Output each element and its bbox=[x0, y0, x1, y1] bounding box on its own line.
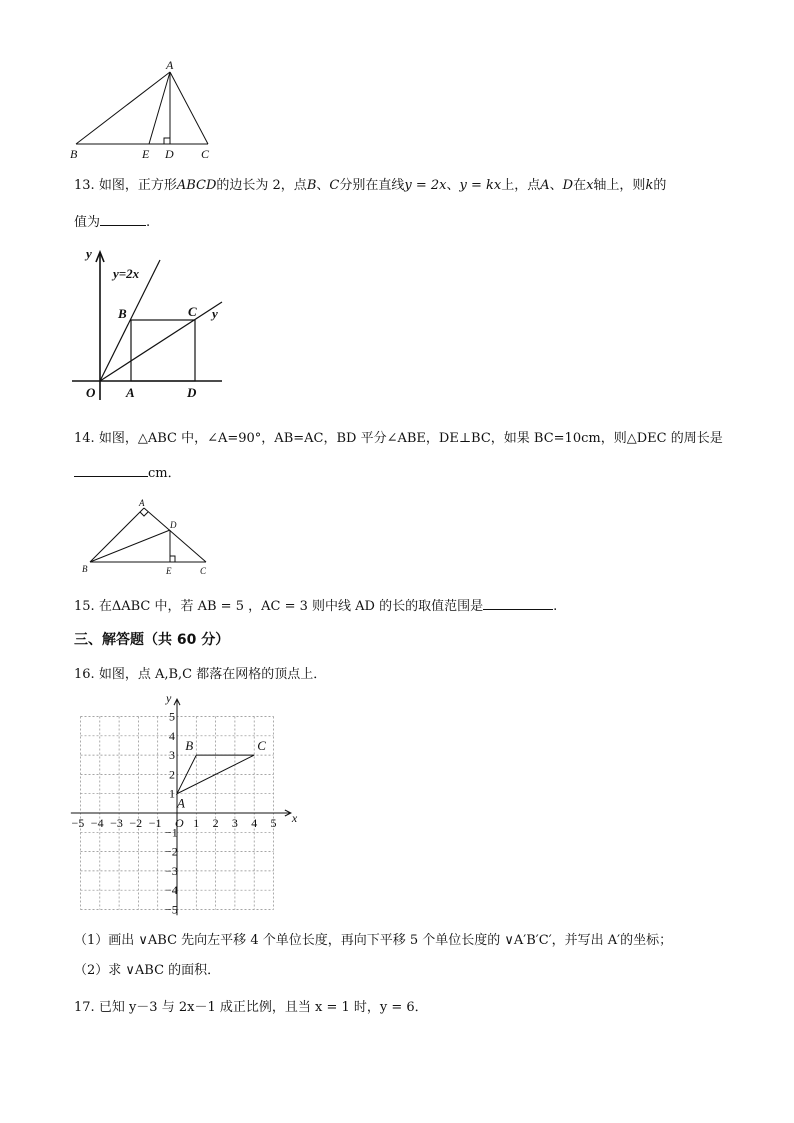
label-B: B bbox=[118, 306, 127, 321]
label-A: A bbox=[166, 58, 174, 72]
label-C: C bbox=[188, 304, 197, 319]
question-14: 14. 如图，△ABC 中，∠A=90°，AB=AC，BD 平分∠ABE，DE⊥BC，如果 BC=10cm，则△DEC 的周长是 bbox=[74, 431, 723, 446]
figure-grid-q16 bbox=[70, 692, 310, 920]
label-C: C bbox=[200, 566, 207, 576]
question-16-part2: （2）求 ∨ABC 的面积． bbox=[74, 963, 221, 978]
question-number: 14. bbox=[74, 431, 95, 446]
segment-bd bbox=[90, 530, 170, 562]
origin-label: O bbox=[175, 816, 184, 830]
x-tick-label: 5 bbox=[270, 816, 277, 830]
label-C: C bbox=[201, 147, 210, 161]
y-tick-label: −5 bbox=[165, 902, 178, 917]
y-tick-label: 2 bbox=[169, 767, 175, 782]
answer-blank[interactable] bbox=[483, 597, 553, 610]
x-tick-label: −2 bbox=[129, 816, 143, 830]
y-tick-label: −4 bbox=[165, 883, 178, 898]
x-tick-label: −4 bbox=[90, 816, 104, 830]
question-number: 17. bbox=[74, 1000, 95, 1015]
label-D: D bbox=[165, 147, 174, 161]
right-angle-mark bbox=[164, 138, 170, 144]
label-B: B bbox=[82, 564, 88, 574]
segment-ab bbox=[76, 72, 170, 144]
label-A: A bbox=[139, 498, 145, 508]
x-tick-label: −5 bbox=[71, 816, 85, 830]
question-16-part1: （1）画出 ∨ABC 先向左平移 4 个单位长度，再向下平移 5 个单位长度的 ∨A′B′C′，并写出 A′的坐标； bbox=[74, 933, 673, 948]
segment-ae bbox=[149, 72, 170, 144]
x-tick-label: 3 bbox=[231, 816, 238, 830]
section-title: 三、解答题（共 60 分） bbox=[74, 632, 230, 648]
segment-ab bbox=[90, 508, 144, 562]
figure-triangle-q12 bbox=[60, 58, 230, 168]
x-tick-label: −3 bbox=[110, 816, 123, 830]
x-tick-label: 4 bbox=[251, 816, 258, 830]
point-label-B: B bbox=[185, 738, 194, 754]
label-line-y: y bbox=[212, 306, 218, 321]
question-17: 17. 已知 y－3 与 2x－1 成正比例，且当 x = 1 时，y = 6． bbox=[74, 1000, 428, 1015]
label-y-axis: y bbox=[86, 246, 92, 261]
label-B: B bbox=[70, 147, 78, 161]
y-tick-label: −3 bbox=[165, 863, 178, 878]
x-axis-label: x bbox=[291, 811, 298, 825]
y-tick-label: 1 bbox=[169, 786, 175, 801]
y-tick-label: −1 bbox=[165, 825, 178, 840]
label-O: O bbox=[86, 385, 96, 400]
answer-blank[interactable] bbox=[100, 213, 146, 226]
y-tick-label: 5 bbox=[169, 709, 175, 724]
question-15: 15. 在ΔABC 中，若 AB = 5 ，AC = 3 则中线 AD 的长的取值范围是 . bbox=[74, 599, 558, 614]
y-tick-label: 3 bbox=[169, 748, 175, 763]
right-angle-mark-e bbox=[170, 556, 175, 562]
question-16: 16. 如图，点 A,B,C 都落在网格的顶点上． bbox=[74, 667, 327, 682]
point-label-A: A bbox=[177, 795, 185, 811]
segment-ac bbox=[144, 508, 206, 562]
question-14-line2: cm． bbox=[74, 464, 181, 483]
label-D: D bbox=[187, 385, 197, 400]
label-D: D bbox=[170, 520, 177, 530]
question-13: 13. 如图，正方形ABCD的边长为 2，点B、C分别在直线y = 2x、y = kx上，点A、D在x轴上，则k的 bbox=[74, 178, 667, 193]
square-abcd bbox=[131, 320, 195, 381]
point-label-C: C bbox=[257, 738, 266, 754]
y-tick-label: 4 bbox=[169, 728, 175, 743]
question-number: 13. bbox=[74, 178, 95, 193]
label-line-y-2x: y=2x bbox=[113, 266, 140, 281]
label-E: E bbox=[142, 147, 150, 161]
y-axis-label: y bbox=[166, 692, 172, 706]
y-tick-label: −2 bbox=[165, 844, 178, 859]
question-number: 15. bbox=[74, 599, 95, 614]
figure-triangle-q14 bbox=[78, 496, 218, 578]
right-angle-mark-a bbox=[140, 512, 148, 516]
question-13-line2: 值为 . bbox=[74, 215, 151, 230]
answer-blank[interactable] bbox=[74, 464, 148, 477]
question-number: 16. bbox=[74, 667, 95, 682]
x-tick-label: −1 bbox=[148, 816, 162, 830]
label-A: A bbox=[126, 385, 135, 400]
figure-square-q13 bbox=[68, 240, 228, 405]
x-tick-label: 1 bbox=[193, 816, 200, 830]
label-E: E bbox=[166, 566, 172, 576]
segment-ac bbox=[170, 72, 208, 144]
x-tick-label: 2 bbox=[212, 816, 219, 830]
